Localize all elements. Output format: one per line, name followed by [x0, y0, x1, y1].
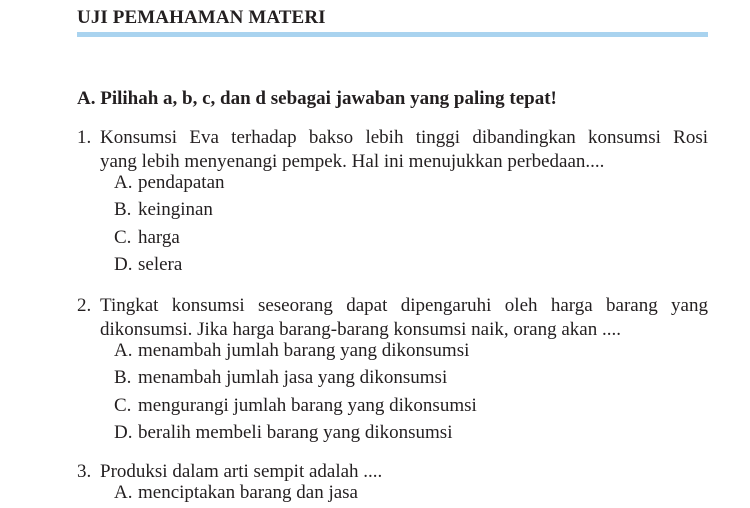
option-letter: A.	[114, 340, 133, 361]
option-letter: A.	[114, 482, 133, 503]
option-b[interactable]	[77, 198, 708, 225]
option-letter: D.	[114, 253, 133, 275]
question-3	[77, 460, 708, 508]
option-text: menambah jumlah barang yang dikonsumsi	[138, 340, 470, 361]
answer-options	[77, 339, 708, 448]
answer-options	[77, 481, 708, 508]
question-2	[77, 294, 708, 448]
question-1	[77, 126, 708, 280]
question-number: 1.	[77, 127, 92, 148]
option-text: pendapatan	[138, 172, 225, 193]
option-c[interactable]	[77, 226, 708, 253]
title-underline	[77, 32, 708, 37]
option-letter: B.	[114, 199, 132, 221]
option-text: menambah jumlah jasa yang dikonsumsi	[138, 367, 448, 389]
option-text: beralih membeli barang yang dikonsumsi	[138, 421, 453, 443]
option-letter: C.	[114, 394, 132, 416]
option-d[interactable]	[77, 421, 708, 448]
option-d[interactable]	[77, 253, 708, 280]
option-letter: A.	[114, 172, 133, 193]
question-2-line-1	[77, 294, 708, 318]
question-1-line-1	[77, 126, 708, 150]
option-a[interactable]	[77, 171, 708, 198]
option-text: harga	[138, 226, 180, 248]
option-letter: D.	[114, 421, 133, 443]
question-number: 2.	[77, 295, 92, 316]
option-letter: B.	[114, 367, 132, 389]
question-text-continued: dikonsumsi. Jika harga barang-barang konsumsi naik, orang akan ....	[100, 319, 621, 340]
option-letter: C.	[114, 226, 132, 248]
option-text: mengurangi jumlah barang yang dikonsumsi	[138, 394, 477, 416]
question-text: Konsumsi Eva terhadap bakso lebih tinggi dibandingkan konsumsi Rosi	[100, 127, 708, 148]
option-text: selera	[138, 253, 183, 275]
option-a[interactable]	[77, 339, 708, 366]
option-a[interactable]	[77, 481, 708, 508]
option-c[interactable]	[77, 394, 708, 421]
question-text: Produksi dalam arti sempit adalah ....	[100, 461, 383, 482]
question-text: Tingkat konsumsi seseorang dapat dipengaruhi oleh harga barang yang	[100, 295, 708, 316]
option-text: keinginan	[138, 199, 213, 221]
answer-options	[77, 171, 708, 280]
question-number: 3.	[77, 461, 92, 482]
question-text-continued: yang lebih menyenangi pempek. Hal ini menujukkan perbedaan....	[100, 151, 605, 172]
section-title: UJI PEMAHAMAN MATERI	[77, 7, 326, 28]
option-text: menciptakan barang dan jasa	[138, 482, 358, 503]
instruction-heading: A. Pilihah a, b, c, dan d sebagai jawaban yang paling tepat!	[77, 88, 557, 109]
option-b[interactable]	[77, 366, 708, 393]
